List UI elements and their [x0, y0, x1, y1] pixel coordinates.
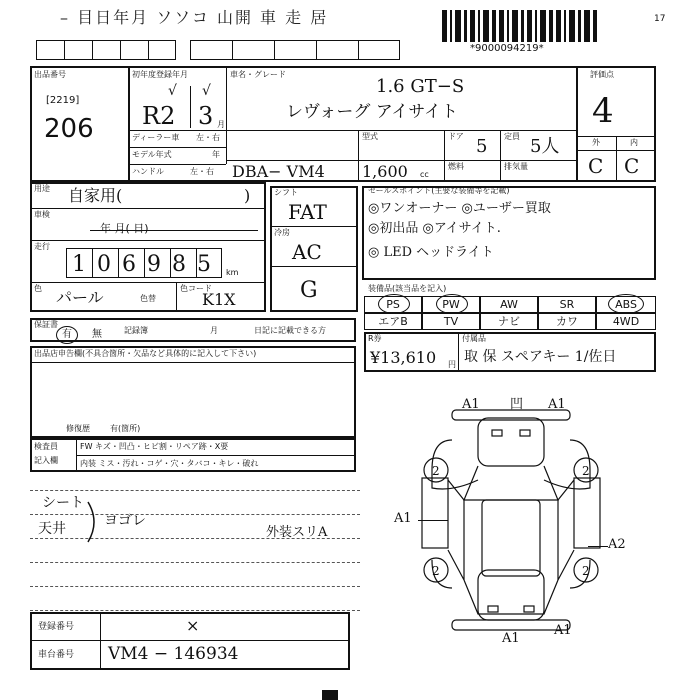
mark-left-door: A1	[394, 511, 412, 526]
chassis-label: 車台番号	[38, 650, 75, 660]
lot-label: 出品番号	[34, 70, 66, 79]
chassis-value: VM4 − 146934	[108, 644, 239, 664]
accessories-value: 取 保 スペアキー 1/佐日	[464, 349, 617, 365]
warranty-note: 日記に記載できる方	[254, 326, 326, 335]
displacement-label: 排気量	[504, 162, 528, 171]
handle-options: 左・右	[190, 167, 214, 176]
mark-front-right: A1	[548, 397, 566, 412]
warranty-no: 無	[92, 329, 102, 340]
inspection-label: 車検	[34, 210, 50, 219]
repair-label: 修復歴	[66, 424, 90, 433]
registration-era-year: R2	[142, 102, 176, 130]
comment-bracket	[84, 500, 104, 544]
top-info-block	[30, 66, 656, 182]
doors-value: 5	[476, 136, 488, 157]
model-code: DBA− VM4	[232, 162, 325, 181]
model-name: レヴォーグ アイサイト	[286, 102, 459, 122]
equipment-label: 装備品(該当品を記入)	[368, 284, 447, 293]
header-boxes-right	[190, 40, 400, 60]
comment-seat: シート	[42, 495, 84, 511]
equipment-ps-circle	[378, 294, 410, 314]
usage-value: 自家用(	[68, 186, 123, 205]
color-label: 色	[34, 284, 42, 293]
capacity-value: 5人	[530, 136, 560, 157]
fuel-type-value: G	[300, 278, 318, 303]
score-value: 4	[592, 91, 614, 131]
check-mark-1: √	[168, 83, 177, 99]
recycle-unit: 円	[448, 360, 456, 369]
shift-value: FAT	[288, 200, 327, 224]
barcode-number: *9000094219*	[470, 43, 544, 54]
equipment-airbag: エアB	[364, 313, 422, 330]
mark-right-door: A2	[608, 537, 626, 552]
record-unit: 月	[210, 326, 218, 335]
exterior-label: 外	[592, 138, 600, 147]
handle-label: ハンドル	[132, 167, 164, 176]
equipment-tv: TV	[422, 313, 480, 330]
body-type-label: 型式	[362, 132, 378, 141]
record-label: 記録簿	[124, 326, 148, 335]
equipment-pw-circle	[436, 294, 468, 314]
usage-label: 用途	[34, 184, 50, 193]
corner-mark: 17	[654, 14, 666, 24]
registration-label: 初年度登録年月	[132, 70, 188, 79]
mark-rear-left: A1	[502, 631, 520, 646]
model-grade: 1.6 GT−S	[376, 76, 465, 97]
sheet-title: – 目日年月 ソソコ 山開 車 走 居	[60, 8, 329, 27]
mark-front-left: A1	[462, 397, 480, 412]
equipment-abs: ABS	[596, 296, 656, 313]
dealer-label: ディーラー車	[132, 133, 180, 142]
color-code: K1X	[202, 290, 236, 309]
lot-number: 206	[44, 114, 94, 144]
mileage-label: 走行	[34, 242, 50, 251]
registration-month-unit: 月	[217, 120, 225, 129]
reg-label: 登録番号	[38, 622, 75, 632]
repair-value: 有(箇所)	[110, 424, 141, 433]
doors-label: ドア	[448, 132, 464, 141]
fuel-label: 燃料	[448, 162, 464, 171]
footer-mark	[322, 690, 338, 700]
mileage-unit: km	[226, 268, 239, 277]
mark-fl: 2	[432, 464, 440, 478]
mark-rl: 2	[432, 564, 440, 578]
exterior-value: C	[588, 154, 604, 178]
color-value: パール	[56, 288, 104, 307]
equipment-pw: PW	[422, 296, 480, 313]
header-boxes-left	[36, 40, 176, 60]
inspector-label-1: 検査員	[34, 442, 58, 451]
mileage-value: 106985	[72, 252, 222, 277]
equipment-navi: ナビ	[480, 313, 538, 330]
displacement-unit: cc	[420, 170, 429, 179]
mark-front-center: 凹	[510, 397, 524, 412]
sales-point-line-1: ◎ワンオーナー ◎ユーザー買取	[368, 201, 551, 216]
color-code-label: 色コード	[180, 284, 212, 293]
mark-fr: 2	[582, 464, 590, 478]
mark-rr: 2	[582, 564, 590, 578]
model-year-unit: 年	[212, 150, 220, 159]
model-year-label: モデル年式	[132, 150, 172, 159]
displacement-value: 1,600	[362, 162, 408, 181]
warranty-yes-circle	[56, 326, 78, 344]
color-change-label: 色替	[140, 294, 156, 303]
comment-exterior: 外装スリA	[266, 525, 328, 540]
notes-title: 出品店申告欄(不具合箇所・欠品など具体的に記入して下さい)	[34, 349, 257, 358]
mark-rear-right: A1	[554, 623, 572, 638]
check-mark-2: √	[202, 83, 211, 99]
ac-label: 冷房	[274, 228, 290, 237]
inspection-value: 年 月( 日)	[100, 222, 149, 235]
equipment-aw: AW	[480, 296, 538, 313]
interior-value: C	[624, 154, 640, 178]
barcode	[440, 8, 600, 44]
registration-month: 3	[198, 102, 214, 130]
equipment-abs-circle	[608, 294, 644, 314]
sales-point-line-3: ◎ LED ヘッドライト	[368, 245, 494, 260]
comment-ceiling: 天井	[38, 521, 66, 537]
usage-close: )	[244, 186, 251, 205]
recycle-amount: ¥13,610	[370, 348, 437, 367]
lot-sub-number: [2219]	[46, 95, 80, 106]
model-label: 車名・グレード	[230, 70, 286, 79]
equipment-leather: カワ	[538, 313, 596, 330]
sales-point-line-2: ◎初出品 ◎アイサイト.	[368, 221, 501, 236]
reg-value: ×	[186, 616, 200, 635]
equipment-sr: SR	[538, 296, 596, 313]
recycle-label: R券	[368, 334, 382, 343]
capacity-label: 定員	[504, 132, 520, 141]
inspector-label-2: 記入欄	[34, 456, 58, 465]
comment-dirt: ヨゴレ	[104, 513, 146, 529]
dealer-options: 左・右	[196, 133, 220, 142]
interior-label: 内	[630, 138, 638, 147]
sales-points-label: セールスポイント(主要な装備等を記載)	[368, 186, 510, 195]
ac-value: AC	[292, 240, 322, 264]
accessories-label: 付属品	[462, 334, 486, 343]
shift-label: シフト	[274, 188, 298, 197]
inspector-row-1: FW キズ・凹凸・ヒビ割・リペア跡・X要	[80, 442, 229, 451]
warranty-label: 保証書	[34, 320, 58, 329]
score-label: 評価点	[590, 70, 614, 79]
inspector-row-2: 内装 ミス・汚れ・コゲ・穴・タバコ・キレ・破れ	[80, 459, 259, 468]
equipment-ps: PS	[364, 296, 422, 313]
warranty-yes: 有	[62, 329, 72, 340]
equipment-4wd: 4WD	[596, 313, 656, 330]
